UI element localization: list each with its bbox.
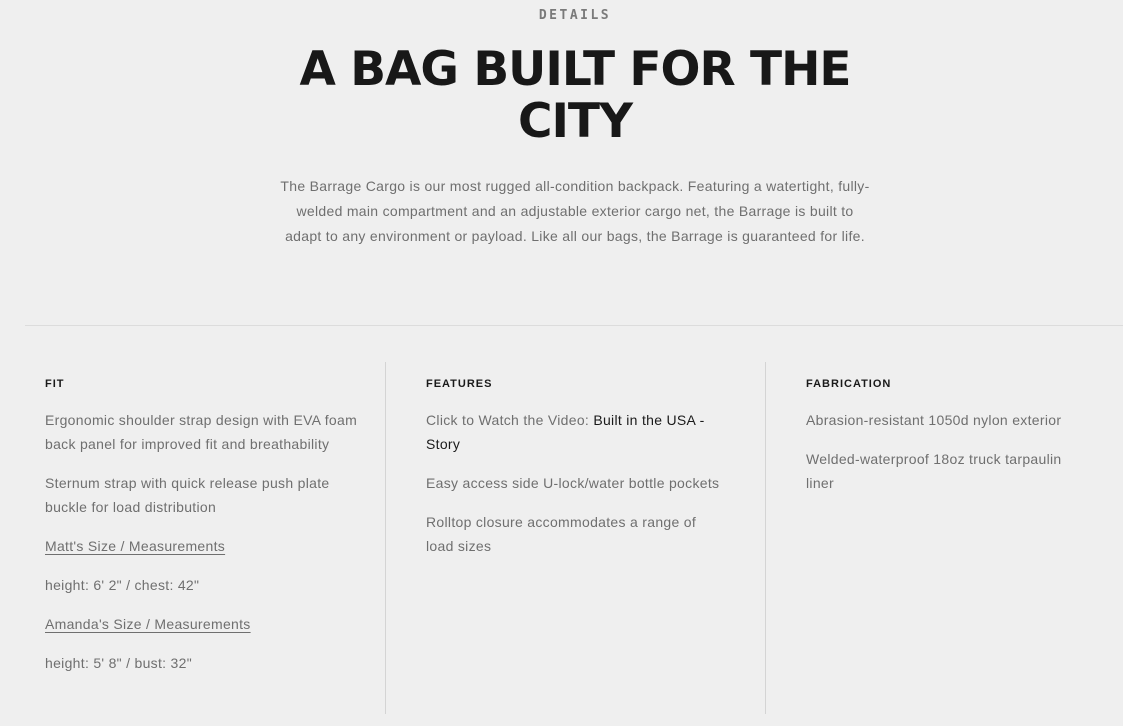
section-intro: The Barrage Cargo is our most rugged all-condition backpack. Featuring a watertight, fully-welded main compartment and an adjustable exterior cargo net, the Barrage is built to adapt to any environment or payload. Like all our bags, the Barrage is guaranteed for life. xyxy=(280,178,870,244)
fabrication-item-tarpaulin: Welded-waterproof 18oz truck tarpaulin liner xyxy=(806,451,1062,491)
amanda-size-link[interactable]: Amanda's Size / Measurements xyxy=(45,616,251,632)
video-link[interactable]: Built in the USA - Story xyxy=(426,412,705,452)
features-item-video xyxy=(426,408,725,456)
fit-column xyxy=(25,362,385,714)
section-eyebrow: DETAILS xyxy=(538,8,612,23)
section-headline: A BAG BUILT FOR THE CITY xyxy=(299,42,851,149)
section-divider xyxy=(25,325,1123,326)
features-item-rolltop: Rolltop closure accommodates a range of load sizes xyxy=(426,514,697,554)
fabrication-column xyxy=(765,362,1123,714)
features-item-side-pockets: Easy access side U-lock/water bottle pockets xyxy=(426,475,720,491)
fit-item-sternum-strap: Sternum strap with quick release push plate buckle for load distribution xyxy=(45,475,330,515)
matt-measurements: height: 6' 2" / chest: 42" xyxy=(45,577,200,593)
fit-title: FIT xyxy=(45,378,65,390)
fabrication-item-nylon: Abrasion-resistant 1050d nylon exterior xyxy=(806,412,1062,428)
amanda-measurements: height: 5' 8" / bust: 32" xyxy=(45,655,192,671)
details-columns xyxy=(25,362,1123,714)
fit-item-shoulder-strap: Ergonomic shoulder strap design with EVA foam back panel for improved fit and breathability xyxy=(45,412,358,452)
video-prefix-text: Click to Watch the Video: xyxy=(426,412,594,428)
features-title: FEATURES xyxy=(426,378,493,390)
matt-size-link[interactable]: Matt's Size / Measurements xyxy=(45,538,226,554)
features-column xyxy=(385,362,765,714)
fabrication-title: FABRICATION xyxy=(806,378,892,390)
